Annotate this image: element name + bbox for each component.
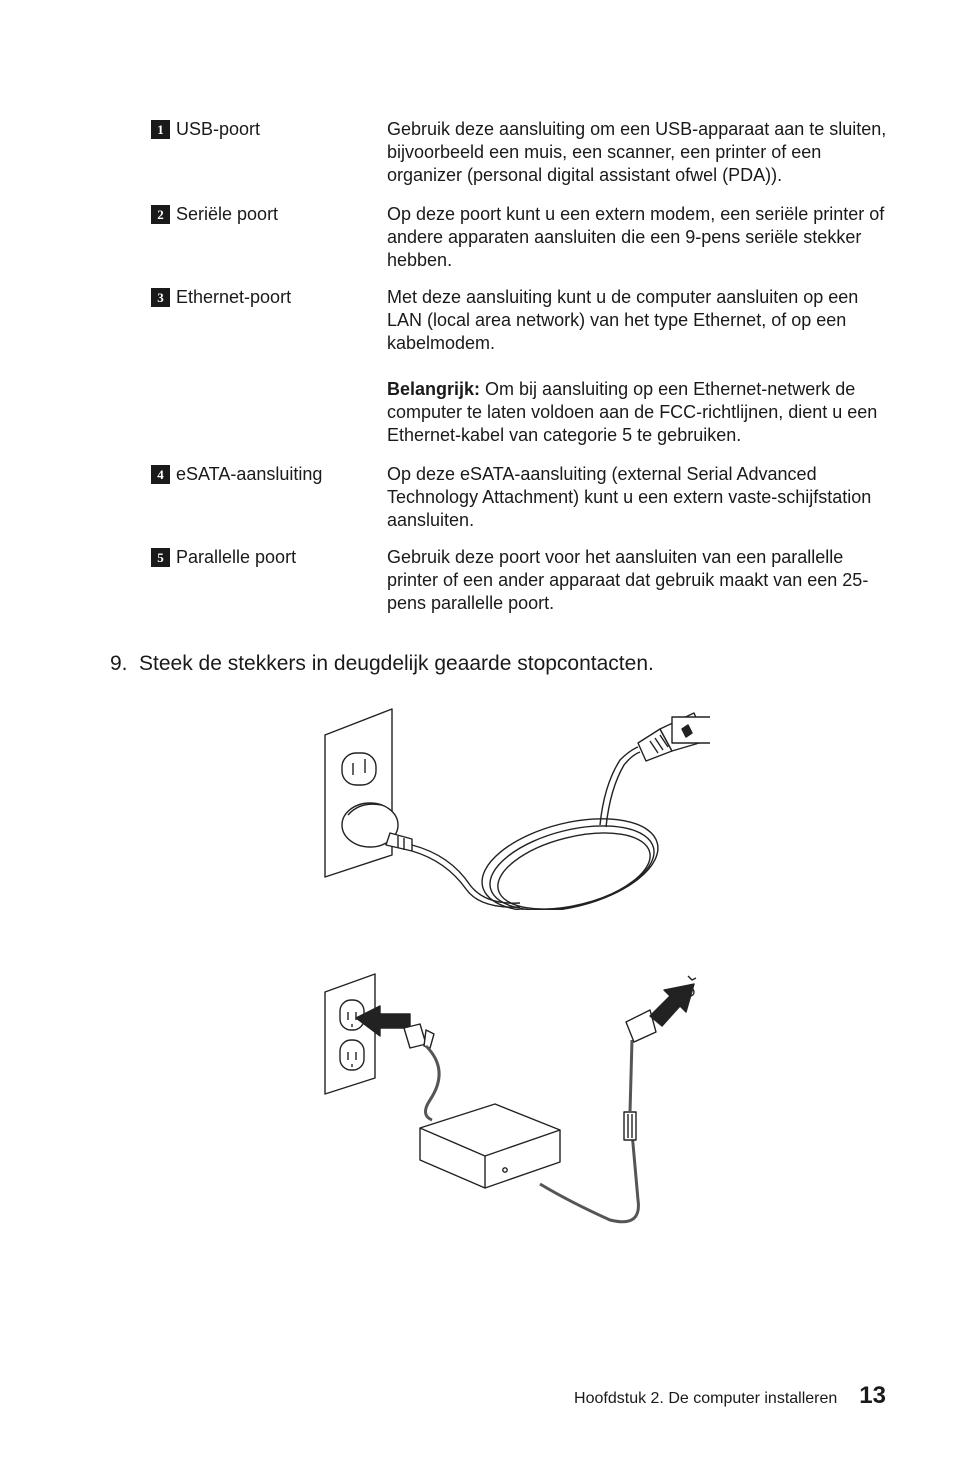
callout-number: 3 <box>151 288 170 307</box>
port-term: Seriële poort <box>176 204 279 224</box>
port-term: eSATA-aansluiting <box>176 464 323 484</box>
chapter-title: Hoofdstuk 2. De computer installeren <box>574 1390 838 1407</box>
callout-number: 4 <box>151 465 170 484</box>
port-term: Ethernet-poort <box>176 287 292 307</box>
port-description: Gebruik deze poort voor het aansluiten van een parallelle printer of een ander apparaat dat gebruik maakt van een 25-pens parallelle poort. <box>387 547 869 613</box>
port-term: USB-poort <box>176 119 261 139</box>
power-cord-illustration <box>320 705 710 910</box>
port-description: Op deze poort kunt u een extern modem, een seriële printer of andere apparaten aansluiten die een 9-pens seriële stekker hebben. <box>387 204 885 270</box>
note-label: Belangrijk: <box>387 379 481 399</box>
callout-number: 5 <box>151 548 170 567</box>
callout-number: 1 <box>151 120 170 139</box>
page-footer <box>574 1382 886 1410</box>
page-number: 13 <box>859 1382 886 1409</box>
port-description: Met deze aansluiting kunt u de computer aansluiten op een LAN (local area network) van het type Ethernet, of op een kabelmodem. <box>387 287 859 353</box>
step-text: Steek de stekkers in deugdelijk geaarde stopcontacten. <box>139 652 654 675</box>
callout-number: 2 <box>151 205 170 224</box>
note-text: Om bij aansluiting op een Ethernet-netwerk de computer te laten voldoen aan de FCC-richtlijnen, dient u een Ethernet-kabel van categorie 5 te gebruiken. <box>387 379 878 445</box>
port-description: Op deze eSATA-aansluiting (external Serial Advanced Technology Attachment) kunt u een extern vaste-schijfstation aansluiten. <box>387 464 872 530</box>
port-term: Parallelle poort <box>176 547 297 567</box>
important-note <box>387 378 887 447</box>
step-9 <box>110 651 654 677</box>
step-number: 9. <box>110 652 128 675</box>
port-description: Gebruik deze aansluiting om een USB-apparaat aan te sluiten, bijvoorbeeld een muis, een scanner, een printer of een organizer (personal digital assistant ofwel (PDA)). <box>387 119 887 185</box>
ac-adapter-illustration <box>320 970 710 1232</box>
